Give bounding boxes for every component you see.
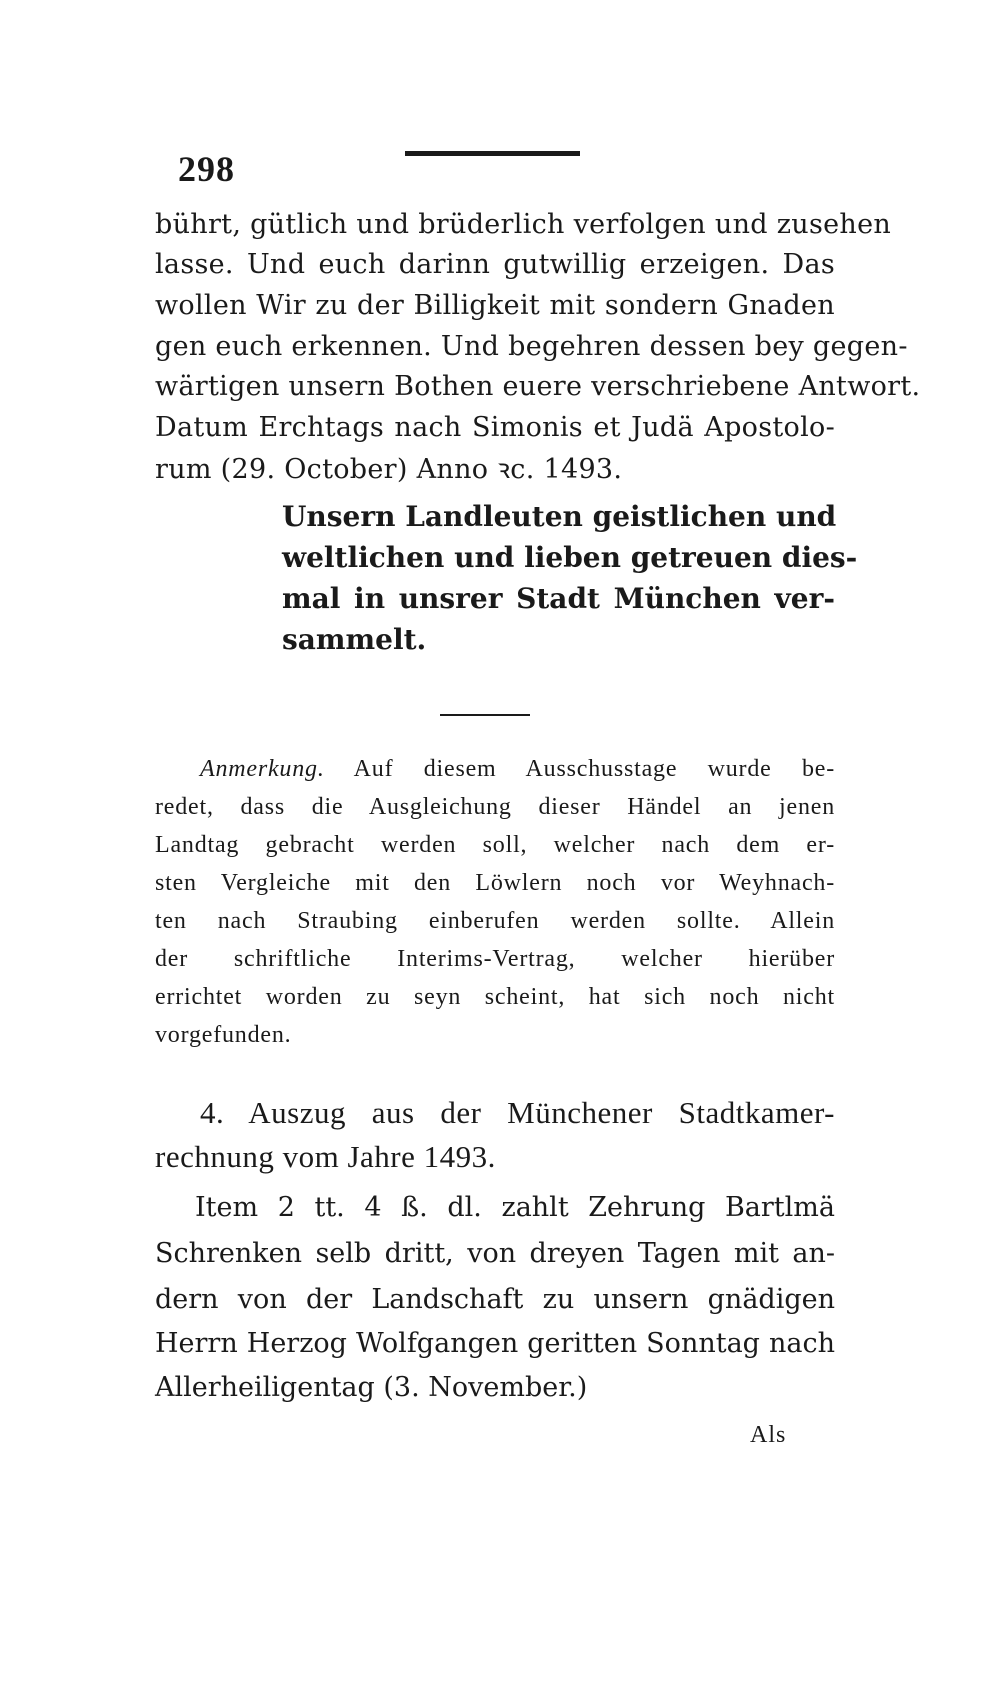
- section-line: Item 2 tt. 4 ß. dl. zahlt Zehrung Bartlmä: [195, 1192, 835, 1223]
- letter-line: wollen Wir zu der Billigkeit mit sondern Gnaden: [155, 290, 835, 321]
- letter-address-line: sammelt.: [282, 623, 427, 656]
- note-label: Anmerkung.: [200, 756, 325, 782]
- note-line: redet, dass die Ausgleichung dieser Händel an jenen: [155, 794, 835, 820]
- catchword: Als: [750, 1422, 787, 1448]
- note-line: vorgefunden.: [155, 1022, 292, 1048]
- note-first-line: [200, 750, 835, 788]
- letter-line: gen euch erkennen. Und begehren dessen bey gegen-: [155, 331, 908, 362]
- letter-address-line: Unsern Landleuten geistlichen und: [282, 500, 837, 533]
- letter-address-line: weltlichen und lieben getreuen dies-: [282, 541, 858, 574]
- note-line: errichtet worden zu seyn scheint, hat sich noch nicht: [155, 984, 835, 1010]
- section-heading-line: 4. Auszug aus der Münchener Stadtkamer-: [200, 1095, 835, 1130]
- letter-line: lasse. Und euch darinn gutwillig erzeigen. Das: [155, 249, 835, 280]
- note-line: Landtag gebracht werden soll, welcher nach dem er-: [155, 832, 835, 858]
- section-line: Schrenken selb dritt, von dreyen Tagen mit an-: [155, 1238, 835, 1269]
- letter-address-line: mal in unsrer Stadt München ver-: [282, 582, 835, 615]
- letter-line: bührt, gütlich und brüderlich verfolgen und zusehen: [155, 209, 892, 240]
- page-number: 298: [178, 149, 235, 189]
- section-line: Allerheiligentag (3. November.): [155, 1372, 588, 1403]
- section-heading-line: rechnung vom Jahre 1493.: [155, 1139, 496, 1174]
- note-first-line-text: Auf diesem Ausschusstage wurde be-: [353, 756, 835, 782]
- note-line: der schriftliche Interims-Vertrag, welcher hierüber: [155, 946, 835, 972]
- note-line: ten nach Straubing einberufen werden sollte. Allein: [155, 908, 835, 934]
- letter-line: Datum Erchtags nach Simonis et Judä Apostolo-: [155, 412, 835, 443]
- section-divider: [440, 714, 530, 716]
- letter-date-line: rum (29. October) Anno ꝛc. 1493.: [155, 454, 623, 485]
- note-line: sten Vergleiche mit den Löwlern noch vor Weyhnach-: [155, 870, 835, 896]
- section-line: dern von der Landschaft zu unsern gnädigen: [155, 1284, 835, 1315]
- header-rule: [405, 151, 580, 156]
- section-line: Herrn Herzog Wolfgangen geritten Sonntag nach: [155, 1328, 835, 1359]
- letter-line: wärtigen unsern Bothen euere verschriebene Antwort.: [155, 371, 921, 402]
